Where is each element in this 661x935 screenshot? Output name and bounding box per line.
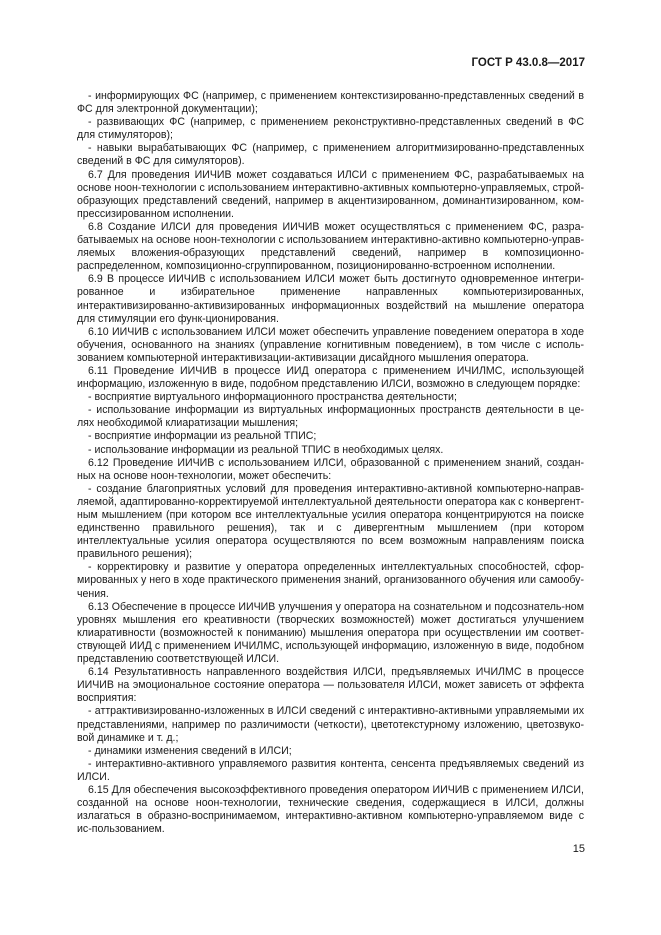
list-item: - использование информации из реальной ТПИС в необходимых целях. — [88, 443, 444, 456]
page-number: 15 — [572, 843, 585, 855]
list-item: - восприятие виртуального информационного пространства деятельности; — [88, 391, 457, 404]
list-item: - восприятие информации из реальной ТПИС; — [88, 430, 317, 443]
clause-6-8: 6.8 Создание ИЛСИ для проведения ИИЧИВ может осуществляться с применением ФС, разра-батываемых на основе ноон-технологии с использованием интерактивно-активно компьютерно-управ-ляемых вложения-образующих представлений сведений, например в композиционно-распределенном, композиционно-сгруппированном, позиционированно-встроенном исполнении. — [77, 220, 584, 273]
clause-6-14: 6.14 Результативность направленного воздействия ИЛСИ, предъявляемых ИЧИЛМС в процессе ИИЧИВ на эмоциональное состояние оператора — пользователя ИЛСИ, может зависеть от эффекта восприятия: — [77, 666, 584, 705]
clause-6-10: 6.10 ИИЧИВ с использованием ИЛСИ может обеспечить управление поведением оператора в ходе обучения, основанного на знаниях (управление когнитивным поведением), в том числе с исполь-зованием компьютерной интерактивизации-активизации дисайдного мышления оператора. — [77, 325, 584, 364]
clause-6-9: 6.9 В процессе ИИЧИВ с использованием ИЛСИ может быть достигнуто одновременное интегри-рованное и избирательное применение направленных компьютеризированных, интерактивизированно-активизированных информационных воздействий на мышление оператора для стимуляции его функ-ционирования. — [77, 273, 584, 325]
list-item: - использование информации из виртуальных информационных пространств деятельности в це-лях необходимой клиаратизации мышления; — [77, 404, 584, 430]
list-item: - интерактивно-активного управляемого развития контента, сенсента предъявляемых сведений из ИЛСИ. — [77, 757, 584, 783]
list-item: - информирующих ФС (например, с применением контекстизированно-представленных сведений в ФС для электронной документации); — [77, 90, 584, 116]
list-item: - создание благоприятных условий для проведения интерактивно-активной компьютерно-направ-ляемой, адаптированно-корректируемой интеллектуальной деятельности оператора как с конвергент-ным мышлением (при котором все интеллектуальные усилия оператора концентрируются на поиске единственно правильного решения), так и с дивергентным мышлением (при котором интеллектуальные усилия оператора осуществляются по всем возможным направлениям поиска правильного решения); — [77, 482, 584, 561]
list-item: - аттрактивизированно-изложенных в ИЛСИ сведений с интерактивно-активными управляемыми их представлениями, например по различимости (четкости), цветотекстурному изложению, цветозвуко-вой динамике и т. д.; — [77, 705, 584, 744]
list-item: - динамики изменения сведений в ИЛСИ; — [88, 744, 292, 757]
list-item: - развивающих ФС (например, с применением реконструктивно-представленных сведений в ФС для стимуляторов); — [77, 116, 584, 142]
document-header: ГОСТ Р 43.0.8—2017 — [471, 57, 585, 69]
list-item: - корректировку и развитие у оператора определенных интеллектуальных способностей, сфор-мированных у него в ходе практического применения знаний, организованного обучения или самообу-чения. — [77, 561, 584, 600]
clause-6-7: 6.7 Для проведения ИИЧИВ может создаваться ИЛСИ с применением ФС, разрабатываемых на основе ноон-технологии с использованием интерактивно-активных компьютерно-управляемых, строй-образующих представлений сведений, например в акцентизированном, доминантизированном, ком-прессизированном исполнении. — [77, 168, 584, 220]
list-item: - навыки вырабатывающих ФС (например, с применением алгоритмизированно-представленных сведений в ФС для симуляторов). — [77, 142, 584, 168]
clause-6-15: 6.15 Для обеспечения высокоэффективного проведения оператором ИИЧИВ с применением ИЛСИ, созданной на основе ноон-технологии, технические сведения, содержащиеся в ИЛСИ, должны излагаться в образно-воспринимаемом, интерактивно-активном компьютерно-управляемом виде с ис-пользованием. — [77, 783, 584, 836]
document-body — [77, 90, 584, 836]
clause-6-13: 6.13 Обеспечение в процессе ИИЧИВ улучшения у оператора на сознательном и подсознатель-ном уровнях мышления его креативности (творческих возможностей) может достигаться улучшением клиаративности (возможностей к пониманию) мышления оператора при осуществлении им соответ-ствующей ИИД с применением ИЧИЛМС, использующей информацию, изложенную в виде, подобном представлению соответствующей ИЛСИ. — [77, 600, 584, 666]
clause-6-12: 6.12 Проведение ИИЧИВ с использованием ИЛСИ, образованной с применением знаний, создан-ных на основе ноон-технологии, может обеспечить: — [77, 456, 584, 482]
clause-6-11: 6.11 Проведение ИИЧИВ в процессе ИИД оператора с применением ИЧИЛМС, использующей информацию, изложенную в виде, подобном представлению ИЛСИ, возможно в следующем порядке: — [77, 364, 584, 391]
